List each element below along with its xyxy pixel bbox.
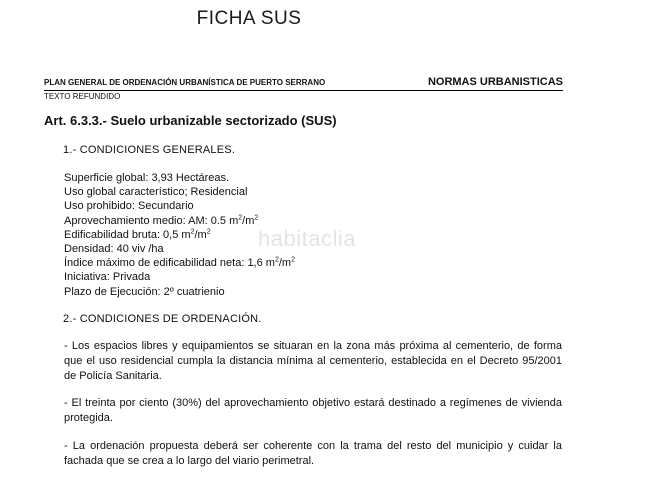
page-title: FICHA SUS	[196, 8, 302, 29]
list-item: Uso prohibido: Secundario	[64, 200, 194, 213]
plan-title: PLAN GENERAL DE ORDENACIÓN URBANÍSTICA DE PUERTO SERRANO	[44, 78, 326, 87]
list-item: Índice máximo de edificabilidad neta: 1,6 $m^2/m^2$	[64, 256, 295, 270]
section-label: NORMAS URBANISTICAS	[427, 76, 563, 88]
document-header	[44, 76, 563, 91]
list-item: Aprovechamiento medio: AM: 0.5 $m^2/m^2$	[64, 213, 259, 227]
list-item: Uso global característico; Residencial	[64, 186, 248, 199]
watermark: habitaclia	[258, 226, 356, 251]
paragraph: - El treinta por ciento (30%) del aprovechamiento objetivo estará destinado a regímenes de vivienda protegida.	[64, 397, 562, 424]
section-heading-ordenacion: 2.- CONDICIONES DE ORDENACIÓN.	[63, 313, 262, 325]
list-item: Iniciativa: Privada	[64, 271, 151, 284]
paragraph: - La ordenación propuesta deberá ser coherente con la trama del resto del municipio y cuidar la fachada que se crea a lo largo del viario perimetral.	[64, 440, 562, 467]
list-item: Superficie global: 3,93 Hectáreas.	[64, 172, 230, 184]
list-item: Densidad: 40 viv /ha	[64, 243, 164, 256]
document-subheader: TEXTO REFUNDIDO	[44, 92, 121, 101]
section-heading-general: 1.- CONDICIONES GENERALES.	[63, 144, 236, 156]
paragraph: - Los espacios libres y equipamientos se situaran en la zona más próxima al cementerio, de forma que el uso residencial cumpla la distancia mínima al cementerio, establecida en el Decreto 95/2001 de Policía Sanitaria.	[64, 340, 562, 382]
list-item: Plazo de Ejecución: 2º cuatrienio	[64, 285, 225, 298]
article-title: Art. 6.3.3.- Suelo urbanizable sectorizado (SUS)	[44, 113, 337, 128]
list-item: Edificabilidad bruta: 0,5 $m^2/m^2$	[64, 228, 211, 241]
